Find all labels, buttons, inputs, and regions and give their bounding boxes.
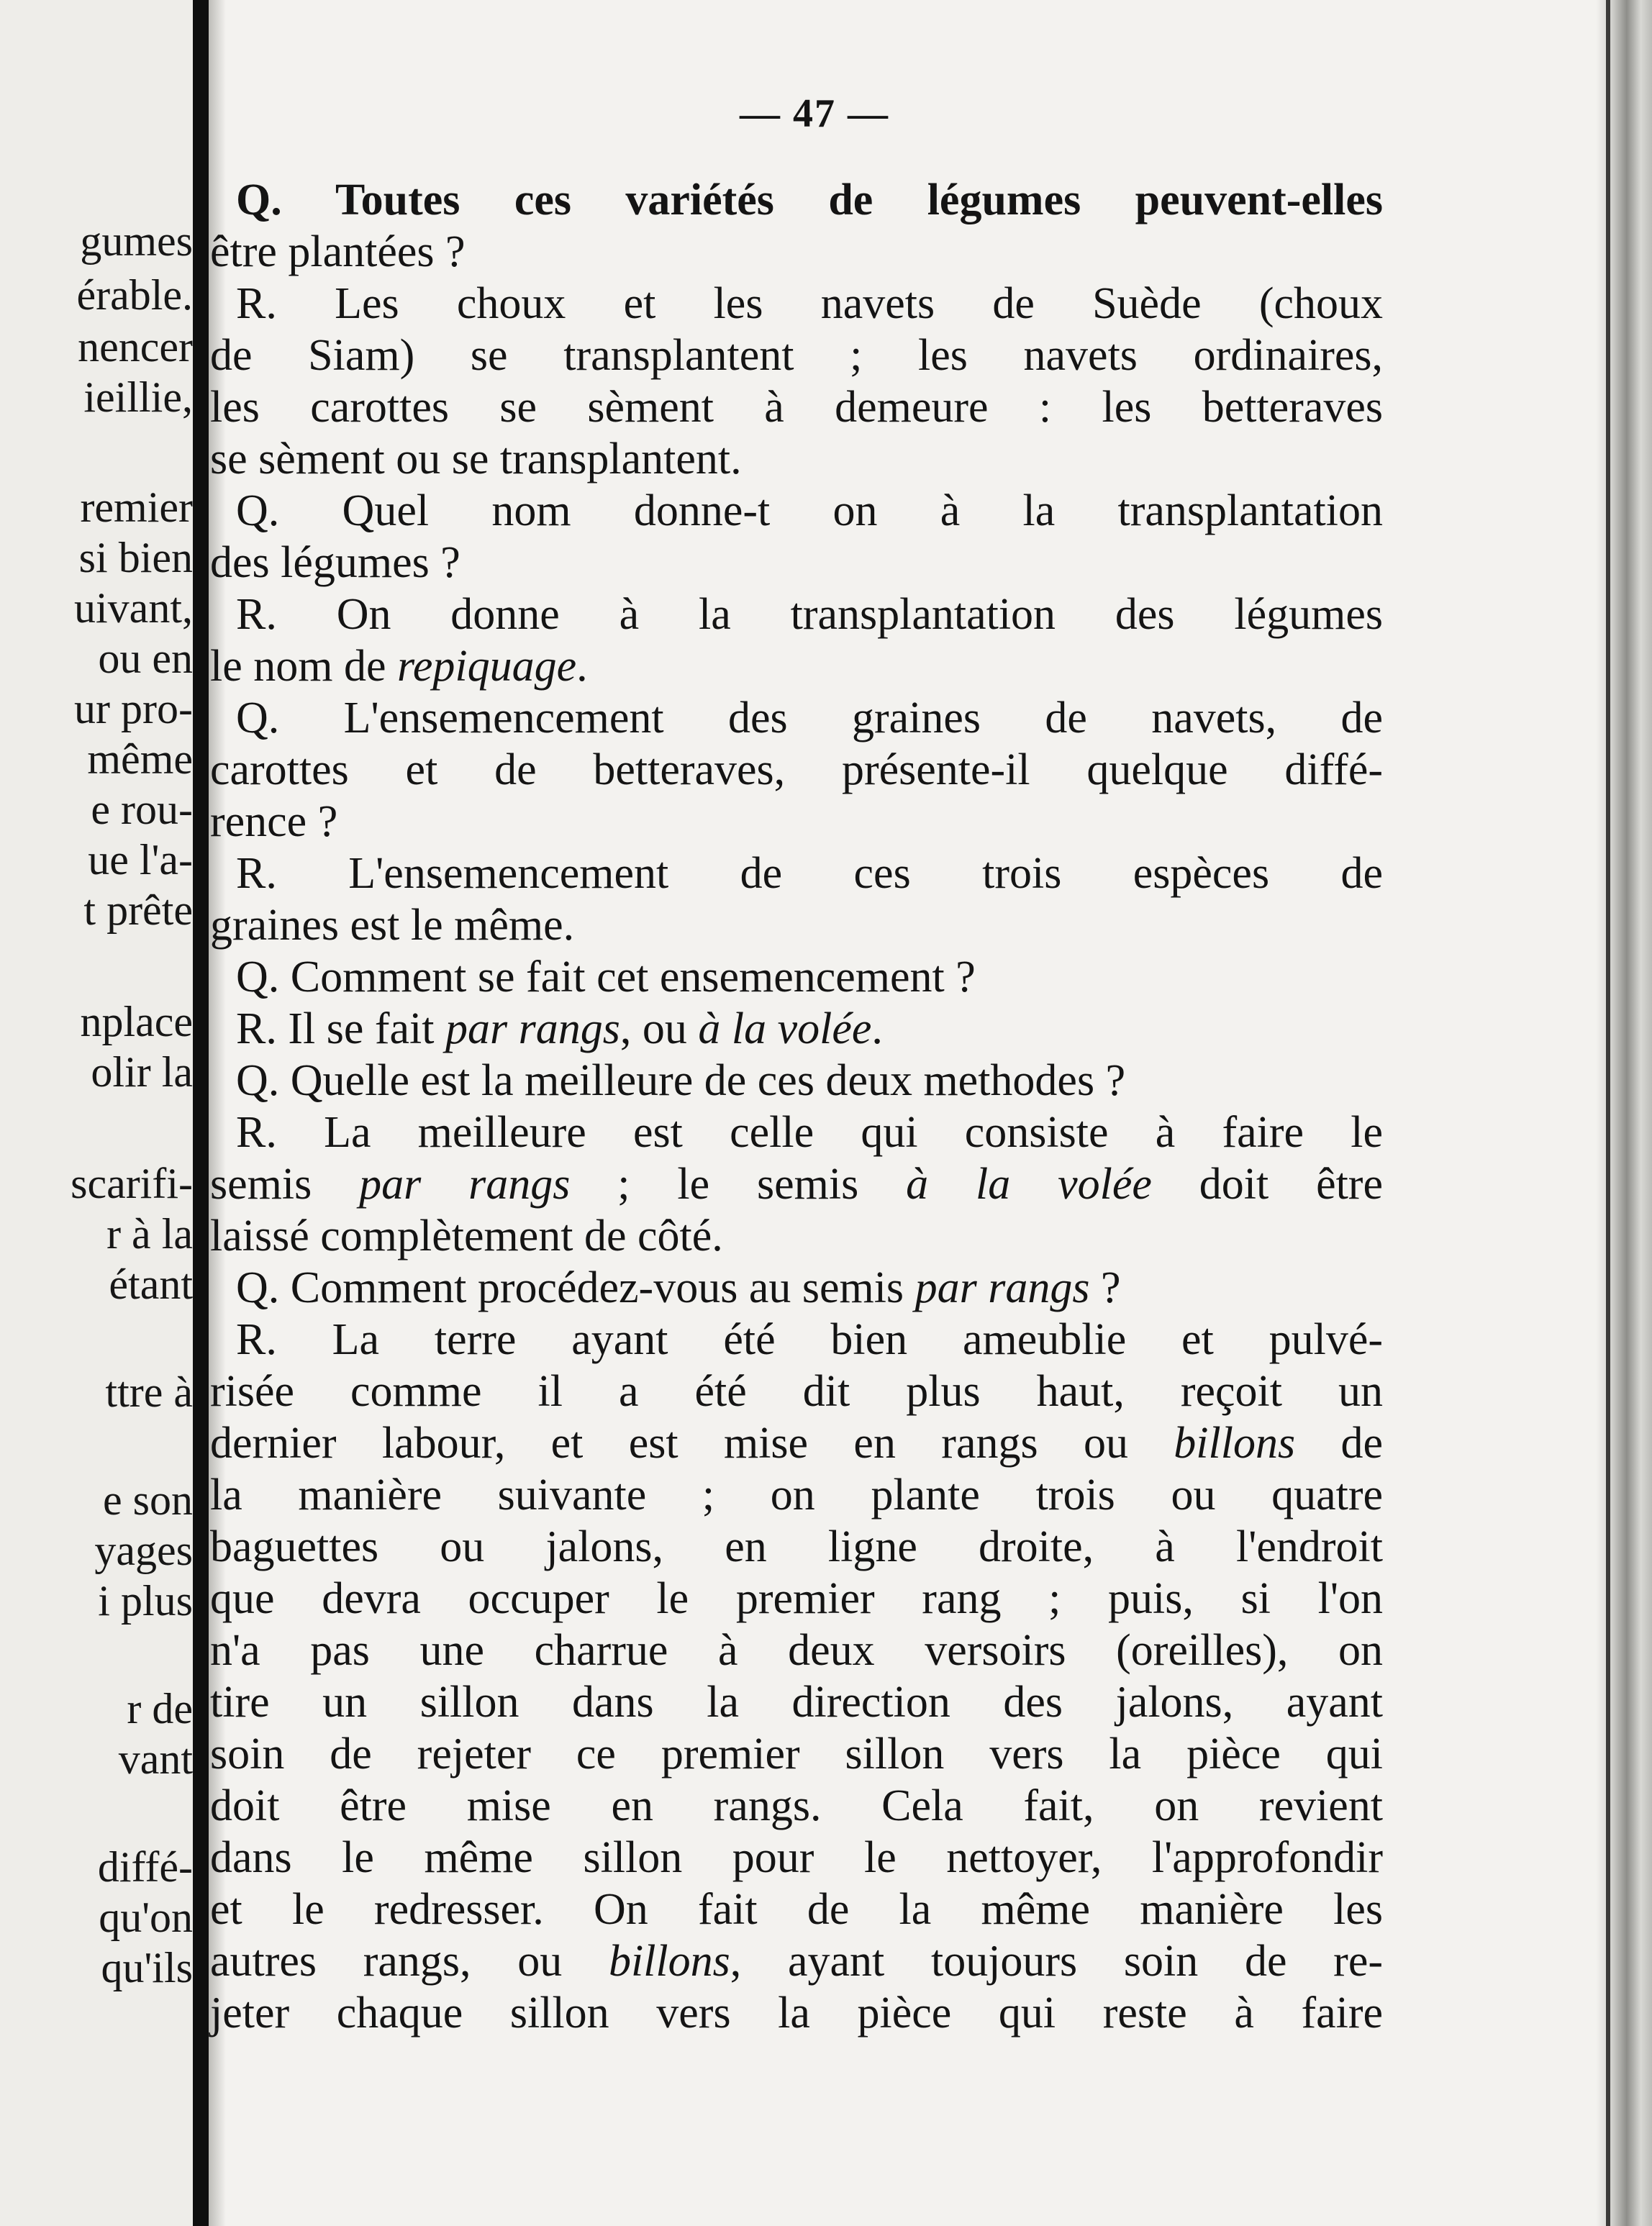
page-edge-line <box>1606 0 1610 2226</box>
text-span: se sèment ou se transplantent. <box>210 435 742 483</box>
text-span: Q. Quel nom donne-t on à la transplantation <box>236 486 1383 535</box>
text-line <box>210 640 1383 692</box>
text-span: R. Il se fait <box>236 1004 445 1053</box>
facing-page-text-fragment: uivant, <box>74 584 193 632</box>
text-line <box>210 1366 1383 1417</box>
text-span: de <box>1295 1419 1383 1468</box>
facing-page-text-fragment: remier <box>80 483 193 531</box>
text-span: semis <box>210 1160 360 1209</box>
facing-page-text-fragment: si bien <box>78 534 193 581</box>
text-span: ? <box>1089 1263 1121 1312</box>
text-line <box>210 1728 1383 1780</box>
text-line <box>210 796 1383 848</box>
text-line <box>210 692 1383 744</box>
italic-text: à la volée <box>698 1004 872 1053</box>
facing-page-text-fragment: e rou- <box>91 786 193 833</box>
text-span: carottes et de betteraves, présente-il quelque diffé- <box>210 745 1383 794</box>
text-span: dernier labour, et est mise en rangs ou <box>210 1419 1174 1468</box>
facing-page-text-fragment: vant <box>118 1735 193 1783</box>
text-span: . <box>576 642 588 691</box>
italic-text: billons <box>608 1937 730 1986</box>
text-line <box>210 226 1383 278</box>
text-line <box>210 1417 1383 1469</box>
text-line <box>210 1210 1383 1262</box>
text-line <box>210 1987 1383 2039</box>
text-line <box>210 1262 1383 1314</box>
facing-page-text-fragment: étant <box>109 1260 193 1308</box>
italic-text: par rangs <box>914 1263 1090 1312</box>
text-span: n'a pas une charrue à deux versoirs (oreilles), on <box>210 1626 1383 1675</box>
text-line <box>210 174 1383 226</box>
facing-page-text-fragment: r à la <box>106 1210 193 1258</box>
text-span: baguettes ou jalons, en ligne droite, à l'endroit <box>210 1522 1383 1571</box>
text-span: Q. Toutes ces variétés de légumes peuvent-elles <box>236 176 1383 224</box>
italic-text: par rangs <box>359 1160 571 1209</box>
text-span: laissé complètement de côté. <box>210 1212 723 1260</box>
text-line <box>210 1935 1383 1987</box>
text-span: soin de rejeter ce premier sillon vers la pièce qui <box>210 1730 1383 1778</box>
text-line <box>210 848 1383 899</box>
facing-page-text-fragment: r de <box>127 1685 193 1732</box>
text-span: des légumes ? <box>210 538 460 587</box>
text-span: Q. L'ensemencement des graines de navets, de <box>236 694 1383 742</box>
text-span: Q. Comment procédez-vous au semis <box>236 1263 915 1312</box>
text-line <box>210 330 1383 381</box>
facing-page-text-fragment: ieillie, <box>83 373 193 421</box>
text-line <box>210 1469 1383 1521</box>
text-span: les carottes se sèment à demeure : les betteraves <box>210 383 1383 432</box>
page-number: — 47 — <box>740 91 889 136</box>
text-line <box>210 1625 1383 1676</box>
text-span: doit être mise en rangs. Cela fait, on revient <box>210 1781 1383 1830</box>
text-span: , ou <box>620 1004 699 1053</box>
text-line <box>210 1158 1383 1210</box>
text-line <box>210 1055 1383 1107</box>
text-span: la manière suivante ; on plante trois ou quatre <box>210 1471 1383 1519</box>
text-span: rence ? <box>210 797 338 846</box>
text-span: doit être <box>1151 1160 1383 1209</box>
facing-page-text-fragment: érable. <box>76 271 193 319</box>
text-span: dans le même sillon pour le nettoyer, l'approfondir <box>210 1833 1383 1882</box>
text-line <box>210 1676 1383 1728</box>
text-span: graines est le même. <box>210 901 575 950</box>
text-line <box>210 1884 1383 1935</box>
text-span: Q. Comment se fait cet ensemencement ? <box>236 953 976 1001</box>
text-line <box>210 537 1383 589</box>
text-span: ; le semis <box>570 1160 907 1209</box>
text-span: R. La terre ayant été bien ameublie et pulvé- <box>236 1315 1383 1364</box>
page-edge <box>1596 0 1652 2226</box>
text-span: le nom de <box>210 642 397 691</box>
text-span: que devra occuper le premier rang ; puis, si l'on <box>210 1574 1383 1623</box>
text-span: R. Les choux et les navets de Suède (choux <box>236 279 1383 328</box>
text-span: R. L'ensemencement de ces trois espèces de <box>236 849 1383 898</box>
text-span: tire un sillon dans la direction des jalons, ayant <box>210 1678 1383 1727</box>
facing-page-text-fragment: ttre à <box>105 1368 193 1416</box>
facing-page-text-fragment: olir la <box>91 1048 193 1096</box>
text-span: R. La meilleure est celle qui consiste à faire le <box>236 1108 1383 1157</box>
text-span: jeter chaque sillon vers la pièce qui reste à faire <box>210 1989 1383 2038</box>
facing-page-text-fragment: ue l'a- <box>88 836 193 883</box>
text-span: de Siam) se transplantent ; les navets ordinaires, <box>210 331 1383 380</box>
facing-page-text-fragment: e son <box>103 1476 193 1524</box>
text-line <box>210 278 1383 330</box>
facing-page-text-fragment: i plus <box>98 1577 193 1625</box>
italic-text: par rangs <box>445 1004 620 1053</box>
facing-page-text-fragment: nencer <box>78 323 193 371</box>
italic-text: repiquage <box>397 642 577 691</box>
italic-text: billons <box>1174 1419 1296 1468</box>
text-span: R. On donne à la transplantation des légumes <box>236 590 1383 639</box>
facing-page-text-fragment: t prête <box>83 886 193 934</box>
facing-page-text-fragment: qu'on <box>99 1894 193 1941</box>
text-span: Q. Quelle est la meilleure de ces deux methodes ? <box>236 1056 1126 1105</box>
text-line <box>210 485 1383 537</box>
text-line <box>210 1521 1383 1573</box>
text-line <box>210 899 1383 951</box>
text-line <box>210 1314 1383 1366</box>
text-line <box>210 433 1383 485</box>
text-span: être plantées ? <box>210 227 466 276</box>
facing-page-text-fragment: scarifi- <box>71 1160 193 1207</box>
facing-page-text-fragment: nplace <box>80 998 193 1045</box>
text-line <box>210 381 1383 433</box>
text-line <box>210 1780 1383 1832</box>
facing-page-text-fragment: gumes <box>80 217 193 265</box>
text-span: et le redresser. On fait de la même manière les <box>210 1885 1383 1934</box>
text-span: autres rangs, ou <box>210 1937 609 1986</box>
text-line <box>210 589 1383 640</box>
text-line <box>210 744 1383 796</box>
text-span: . <box>871 1004 883 1053</box>
facing-page-text-fragment: ur pro- <box>74 685 193 732</box>
text-line <box>210 1573 1383 1625</box>
book-gutter <box>193 0 209 2226</box>
text-span: , ayant toujours soin de re- <box>730 1937 1383 1986</box>
facing-page-text-fragment: ou en <box>98 635 193 682</box>
facing-page-fragment <box>0 0 196 2226</box>
facing-page-text-fragment: qu'ils <box>101 1944 193 1991</box>
facing-page-text-fragment: même <box>87 735 193 783</box>
italic-text: à la volée <box>906 1160 1152 1209</box>
main-text-column <box>210 0 1383 2226</box>
text-line <box>210 1003 1383 1055</box>
text-span: risée comme il a été dit plus haut, reçoit un <box>210 1367 1383 1416</box>
facing-page-text-fragment: diffé- <box>97 1843 193 1891</box>
facing-page-text-fragment: yages <box>94 1527 193 1574</box>
text-line <box>210 951 1383 1003</box>
text-line <box>210 1107 1383 1158</box>
text-line <box>210 1832 1383 1884</box>
